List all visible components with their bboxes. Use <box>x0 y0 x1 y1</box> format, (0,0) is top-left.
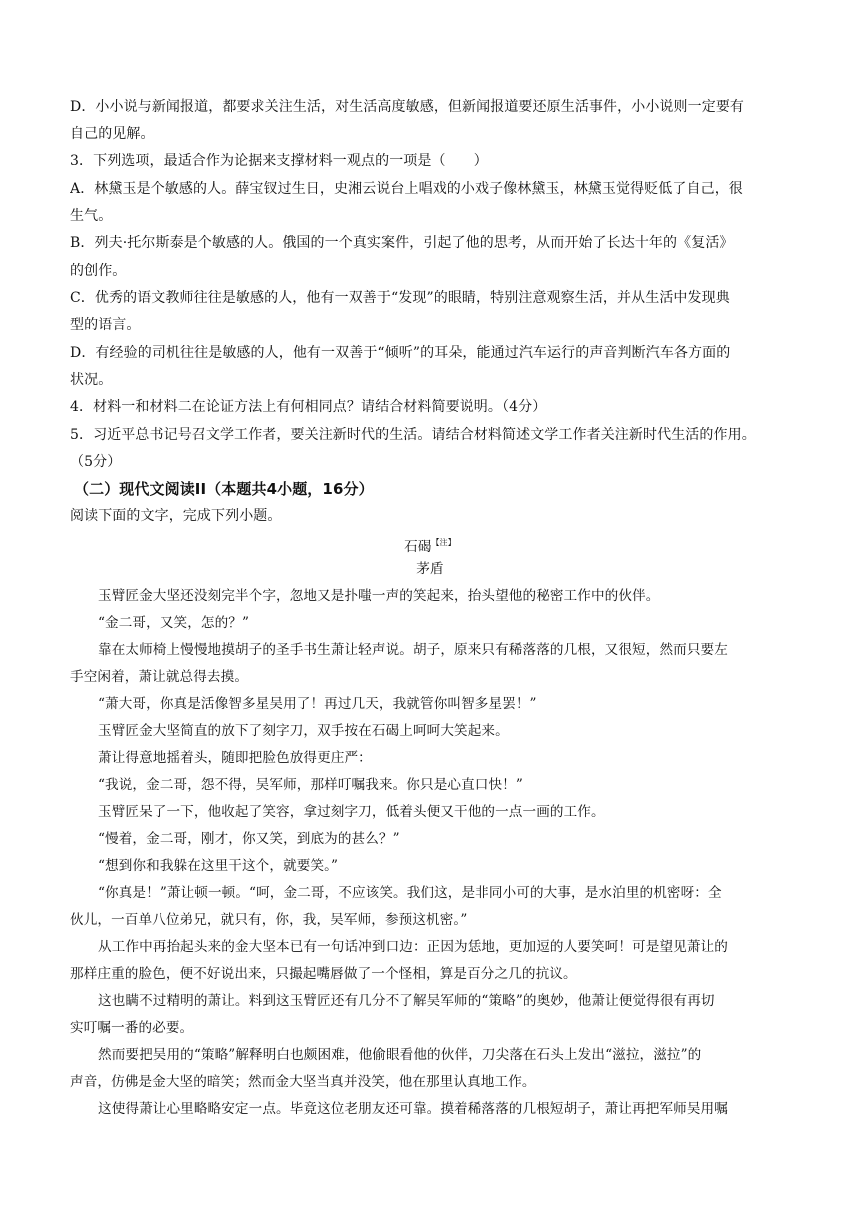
story-paragraph-line: 萧让得意地摇着头，随即把脸色放得更庄严： <box>98 750 372 766</box>
story-paragraph-line: 玉臂匠呆了一下，他收起了笑容，拿过刻字刀，低着头便又干他的一点一画的工作。 <box>98 804 605 820</box>
option-d2-line-1: D．有经验的司机往往是敏感的人，他有一双善于“倾听”的耳朵，能通过汽车运行的声音判断汽车各方面的 <box>70 345 731 361</box>
story-author: 茅盾 <box>416 561 444 577</box>
story-title <box>0 533 860 557</box>
option-b-line-1: B．列夫·托尔斯泰是个敏感的人。俄国的一个真实案件，引起了他的思考，从而开始了长达十年的《复活》 <box>70 235 734 251</box>
story-paragraph-line: 这也瞒不过精明的萧让。料到这玉臂匠还有几分不了解吴军师的“策略”的奥妙，他萧让便觉得很有再切 <box>98 993 715 1009</box>
story-paragraph-line: 手空闲着，萧让就总得去摸。 <box>70 669 249 685</box>
story-paragraph-line: “你真是！”萧让顿一顿。“呵，金二哥，不应该笑。我们这，是非同小可的大事，是水泊里的机密呀：全 <box>98 885 722 901</box>
question-5-line-1: 5．习近平总书记号召文学工作者，要关注新时代的生活。请结合材料简述文学工作者关注新时代生活的作用。 <box>70 427 756 443</box>
story-paragraph-line: 玉臂匠金大坚还没刻完半个字，忽地又是扑嗤一声的笑起来，抬头望他的秘密工作中的伙伴。 <box>98 588 660 604</box>
story-title-text: 石碣 <box>404 539 432 555</box>
story-paragraph-line: 靠在太师椅上慢慢地摸胡子的圣手书生萧让轻声说。胡子，原来只有稀落落的几根，又很短，然而只要左 <box>98 642 728 658</box>
option-c-line-2: 型的语言。 <box>70 317 141 333</box>
option-a-line-1: A．林黛玉是个敏感的人。薛宝钗过生日，史湘云说台上唱戏的小戏子像林黛玉，林黛玉觉得贬低了自己，很 <box>70 181 743 197</box>
option-c-line-1: C．优秀的语文教师往往是敏感的人，他有一双善于“发现”的眼睛，特别注意观察生活，并从生活中发现典 <box>70 290 730 306</box>
story-paragraph-line: 那样庄重的脸色，便不好说出来，只撮起嘴唇做了一个怪相，算是百分之几的抗议。 <box>70 966 577 982</box>
story-paragraph-line: 这使得萧让心里略略安定一点。毕竟这位老朋友还可靠。摸着稀落落的几根短胡子，萧让再把军师吴用嘱 <box>98 1101 728 1117</box>
story-paragraph-line: 玉臂匠金大坚简直的放下了刻字刀，双手按在石碣上呵呵大笑起来。 <box>98 723 509 739</box>
story-paragraph-line: 伙儿，一百单八位弟兄，就只有，你，我，吴军师，参预这机密。” <box>70 912 468 928</box>
story-paragraph-line: “萧大哥，你真是活像智多星吴用了！再过几天，我就管你叫智多星罢！” <box>98 696 537 712</box>
story-paragraph-line: 实叮嘱一番的必要。 <box>70 1020 194 1036</box>
title-note-marker: 【注】 <box>431 538 456 547</box>
instruction-text: 阅读下面的文字，完成下列小题。 <box>70 508 282 524</box>
question-5-line-2: （5分） <box>70 454 122 470</box>
option-d-line-1: D．小小说与新闻报道，都要求关注生活，对生活高度敏感，但新闻报道要还原生活事件，小小说则一定要有 <box>70 99 745 115</box>
option-d-line-2: 自己的见解。 <box>70 126 155 142</box>
story-paragraph-line: “金二哥，又笑，怎的？” <box>98 615 250 631</box>
story-paragraph-line: “我说，金二哥，怨不得，吴军师，那样叮嘱我来。你只是心直口快！” <box>98 777 523 793</box>
option-b-line-2: 的创作。 <box>70 263 127 279</box>
story-paragraph-line: “想到你和我躲在这里干这个，就要笑。” <box>98 858 339 874</box>
story-paragraph-line: 然而要把吴用的“策略”解释明白也颇困难，他偷眼看他的伙伴，刀尖落在石头上发出“滋拉，滋拉”的 <box>98 1047 702 1063</box>
question-4: 4．材料一和材料二在论证方法上有何相同点？请结合材料简要说明。（4分） <box>70 399 547 415</box>
option-a-line-2: 生气。 <box>70 208 113 224</box>
story-paragraph-line: 从工作中再抬起头来的金大坚本已有一句话冲到口边：正因为恁地，更加逗的人要笑呵！可是望见萧让的 <box>98 939 728 955</box>
section-heading: （二）现代文阅读II（本题共4小题，16分） <box>74 480 374 498</box>
story-paragraph-line: 声音，仿佛是金大坚的暗笑；然而金大坚当真并没笑，他在那里认真地工作。 <box>70 1074 536 1090</box>
option-d2-line-2: 状况。 <box>70 372 113 388</box>
story-paragraph-line: “慢着，金二哥，刚才，你又笑，到底为的甚么？” <box>98 831 400 847</box>
question-3: 3．下列选项，最适合作为论据来支撑材料一观点的一项是（ ） <box>70 153 488 169</box>
